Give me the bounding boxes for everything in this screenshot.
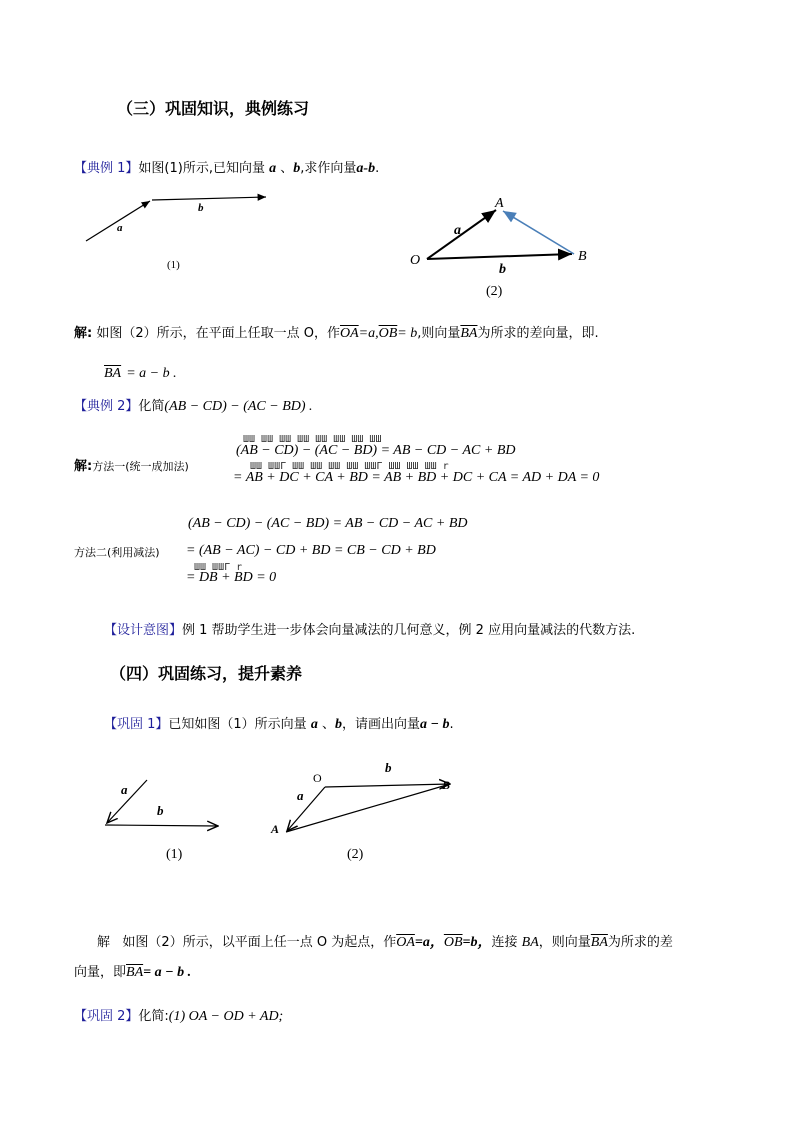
- practice-fig2-label-b: b: [385, 760, 392, 775]
- design-intent: [104, 619, 635, 638]
- fig2-label-a: a: [454, 223, 461, 238]
- practice-2-expression: (1) OA − OD + AD;: [168, 1009, 284, 1024]
- vector-a-label: a: [269, 161, 277, 176]
- method-1-line-2: = AB + DC + CA + BD = AB + BD + DC + CA = AD + DA = 0: [233, 470, 600, 485]
- practice-vector-OA: $\overline{OA}$: [396, 935, 415, 950]
- practice-vector-a-minus-b: a − b: [420, 717, 450, 732]
- overbar-row-3: ШШ ШШГ r: [194, 562, 243, 573]
- vector-b-arrow: [152, 197, 266, 200]
- fig1-label-b: b: [198, 202, 204, 214]
- solution-text-1: 如图（2）所示，在平面上任取一点 O，作: [96, 326, 340, 341]
- practice-solution-text-1: 如图（2）所示，以平面上任一点 O 为起点，作: [122, 935, 397, 950]
- example-1-text: 如图(1)所示,已知向量: [138, 161, 265, 176]
- example-1-result: [104, 362, 177, 382]
- solution-tag: 解:: [74, 326, 93, 341]
- practice-vector-OB-arrow: [325, 784, 450, 787]
- solution-text-3: 为所求的差向量，即.: [477, 326, 599, 341]
- practice-result-vector-BA: $\overline{BA}$: [126, 965, 144, 980]
- section-3-title: （三）巩固知识，典例练习: [117, 99, 310, 118]
- practice-fig1-caption: (1): [166, 847, 183, 862]
- example-2-text: 化简: [138, 399, 165, 414]
- practice-2-tag: 【巩固 2】: [74, 1009, 139, 1024]
- practice-solution-text-4: 为所求的差: [607, 935, 673, 950]
- design-intent-text: 例 1 帮助学生进一步体会向量减法的几何意义，例 2 应用向量减法的代数方法.: [182, 623, 636, 638]
- separator: 、: [280, 161, 294, 176]
- practice-fig1-label-a: a: [121, 782, 128, 797]
- method-2-label: 方法二(利用减法): [74, 546, 160, 559]
- method-2-line-3: = DB + BD = 0: [186, 570, 277, 585]
- vector-OB: $\overline{OB}$: [378, 326, 398, 341]
- fig2-label-b: b: [499, 262, 506, 277]
- fig1-caption: (1): [167, 259, 180, 271]
- practice-vector-b-arrow: [105, 825, 218, 826]
- example-2-solution-tag: 解:: [74, 459, 93, 474]
- practice-2-text: 化简:: [138, 1009, 169, 1024]
- practice-solution-text-2: 连接: [491, 935, 518, 950]
- fig1-label-a: a: [117, 222, 123, 234]
- period: .: [375, 161, 380, 176]
- practice-separator: 、: [321, 717, 335, 732]
- vector-a-minus-b: a-b: [356, 161, 376, 176]
- practice-vector-OB: $\overline{OB}$: [443, 935, 463, 950]
- practice-vector-b-label: b: [334, 717, 342, 732]
- practice-segment-BA: BA: [521, 935, 539, 950]
- section-4-title: （四）巩固练习，提升素养: [110, 664, 303, 683]
- practice-fig2-label-a: a: [297, 788, 304, 803]
- design-intent-tag: 【设计意图】: [104, 623, 183, 638]
- method-1-label: 方法一(统一成加法): [92, 460, 189, 473]
- practice-1-tag: 【巩固 1】: [104, 717, 169, 732]
- practice-2-statement: [74, 1005, 283, 1025]
- eq-b: = b: [397, 326, 418, 341]
- practice-solution-text-3: ，则向量: [538, 935, 591, 950]
- method-2-line-2: = (AB − AC) − CD + BD = CB − CD + BD: [186, 543, 436, 558]
- fig2-caption: (2): [486, 284, 503, 299]
- vector-BA-arrow: [503, 211, 574, 254]
- vector-OA: $\overline{OA}$: [339, 326, 359, 341]
- example-2-expression: (AB − CD) − (AC − BD) .: [164, 399, 313, 414]
- example-2-statement: [74, 395, 313, 415]
- practice-fig2-label-B: B: [442, 778, 451, 792]
- result-vector-BA: $\overline{BA}$: [104, 366, 122, 381]
- vector-OA-arrow: [427, 210, 496, 259]
- method-2-line-1: (AB − CD) − (AC − BD) = AB − CD − AC + BD: [188, 516, 468, 531]
- practice-1-text-2: ，请画出向量: [341, 717, 420, 732]
- method-1-block: [74, 455, 189, 474]
- practice-vector-a-label: a: [310, 717, 318, 732]
- example-1-text-2: ,求作向量: [300, 161, 357, 176]
- practice-fig2-label-A: A: [271, 822, 280, 836]
- overbar-row-1: ШШ ШШ ШШ ШШ ШШ ШШ ШШ ШШ: [243, 434, 382, 445]
- vector-BA: $\overline{BA}$: [460, 326, 478, 341]
- eq-a: =a,: [358, 326, 379, 341]
- vector-b-label: b: [293, 161, 301, 176]
- method-1-line-1: (AB − CD) − (AC − BD) = AB − CD − AC + BD: [236, 443, 516, 458]
- practice-segment-AB: [286, 784, 450, 832]
- practice-fig2-label-O: O: [313, 771, 322, 785]
- fig2-label-O: O: [410, 253, 421, 268]
- fig2-label-A: A: [495, 196, 504, 211]
- example-1-solution: [74, 322, 599, 342]
- practice-vector-OA-arrow: [287, 787, 325, 831]
- example-1-tag: 【典例 1】: [74, 161, 139, 176]
- practice-fig1-label-b: b: [157, 803, 164, 818]
- practice-1-result: [74, 961, 191, 981]
- practice-1-text: 已知如图（1）所示向量: [168, 717, 307, 732]
- practice-period: .: [449, 717, 454, 732]
- practice-result-expression: = a − b .: [143, 965, 192, 980]
- practice-result-label: 向量，即: [74, 965, 127, 980]
- practice-eq-b: =b，: [462, 935, 492, 950]
- practice-solution-tag: 解: [97, 935, 111, 950]
- practice-eq-a: =a，: [414, 935, 444, 950]
- practice-fig2-caption: (2): [347, 847, 364, 862]
- practice-vector-BA: $\overline{BA}$: [590, 935, 608, 950]
- overbar-row-2: ШШ ШШГ ШШ ШШ ШШ ШШ ШШГ ШШ ШШ ШШ r: [250, 461, 449, 472]
- vector-OB-arrow: [427, 254, 572, 259]
- result-expression: = a − b .: [126, 366, 177, 381]
- fig2-label-B: B: [578, 249, 587, 264]
- practice-1-solution: [97, 931, 673, 951]
- solution-text-2: ,则向量: [417, 326, 461, 341]
- example-2-tag: 【典例 2】: [74, 399, 139, 414]
- vector-a-arrow: [86, 201, 150, 241]
- practice-1-statement: [104, 713, 454, 733]
